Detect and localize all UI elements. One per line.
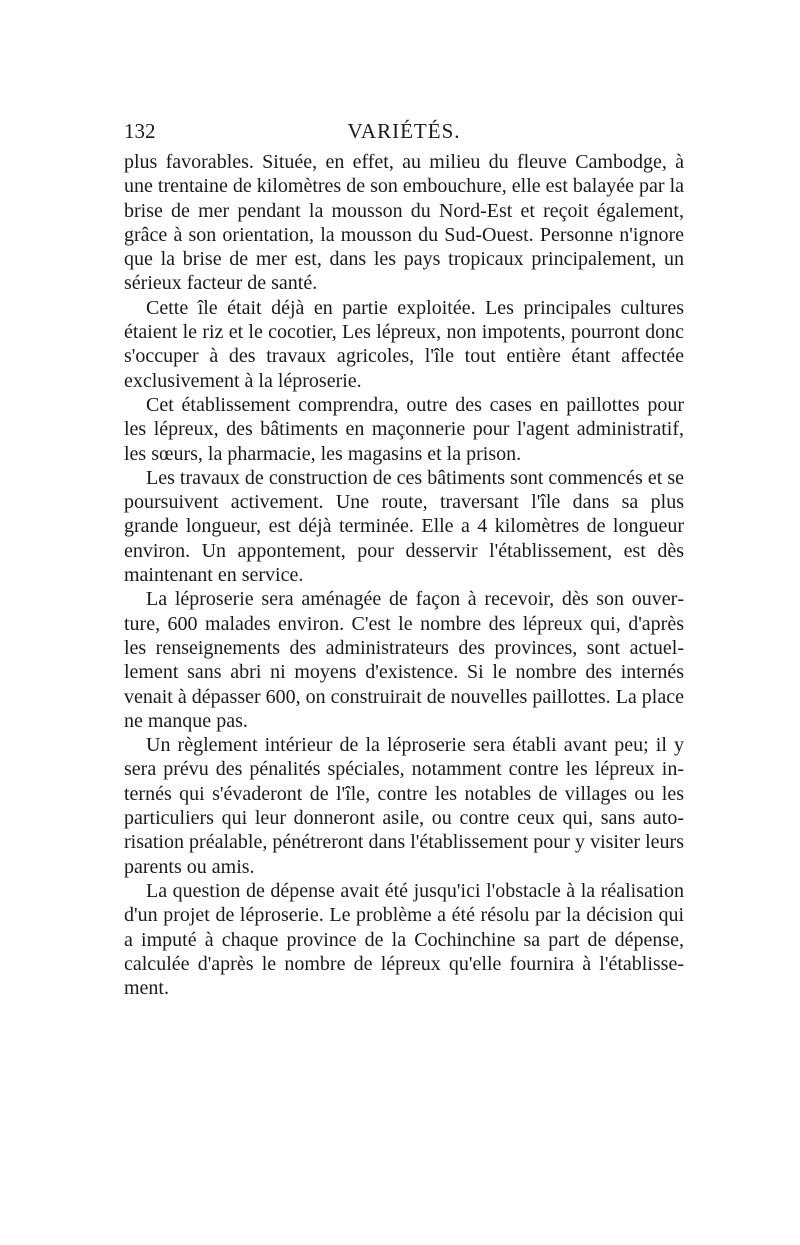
paragraph: La question de dépense avait été jusqu'ici l'obstacle à la réalisation d'un projet de léproserie. Le problème a été résolu par la décision qui a imputé à chaque province de la Cochinchine sa part de dépense, calculée d'après le nombre de lépreux qu'elle fournira à l'établissement. <box>124 879 684 1000</box>
paragraph: Un règlement intérieur de la léproserie sera établi avant peu; il y sera prévu des pénalités spéciales, notamment contre les lépreux internés qui s'évaderont de l'île, contre les notables de villages ou les particuliers qui leur donneront asile, ou contre ceux qui, sans autorisation préalable, pénétreront dans l'établissement pour y visiter leurs parents ou amis. <box>124 734 684 878</box>
page-header <box>124 116 684 146</box>
paragraph: Cette île était déjà en partie exploitée. Les principales cultures étaient le riz et le cocotier, Les lépreux, non impotents, pourront donc s'occuper à des travaux agricoles, l'île tout entière étant affectée exclusivement à la léproserie. <box>124 296 684 392</box>
page-number: 132 <box>124 119 156 143</box>
paragraph: Les travaux de construction de ces bâtiments sont commencés et se poursuivent activement. Une route, traversant l'île dans sa plus grande longueur, est déjà terminée. Elle a 4 kilomètres de longueur environ. Un appontement, pour desservir l'établissement, est dès maintenant en service. <box>124 466 684 587</box>
body-text <box>124 150 684 1000</box>
running-head: VARIÉTÉS. <box>347 119 461 143</box>
paragraph: Cet établissement comprendra, outre des cases en paillottes pour les lépreux, des bâtiments en maçonnerie pour l'agent administratif, les sœurs, la pharmacie, les magasins et la prison. <box>124 393 684 465</box>
paragraph: plus favorables. Située, en effet, au milieu du fleuve Cambodge, à une trentaine de kilomètres de son embouchure, elle est balayée par la brise de mer pendant la mousson du Nord-Est et reçoit également, grâce à son orientation, la mousson du Sud-Ouest. Personne n'ignore que la brise de mer est, dans les pays tropicaux principalement, un sérieux facteur de santé. <box>124 151 684 295</box>
paragraph: La léproserie sera aménagée de façon à recevoir, dès son ouverture, 600 malades environ. C'est le nombre des lépreux qui, d'après les renseignements des administrateurs des provinces, sont actuellement sans abri ni moyens d'existence. Si le nombre des internés venait à dépasser 600, on construirait de nouvelles paillottes. La place ne manque pas. <box>124 588 684 732</box>
